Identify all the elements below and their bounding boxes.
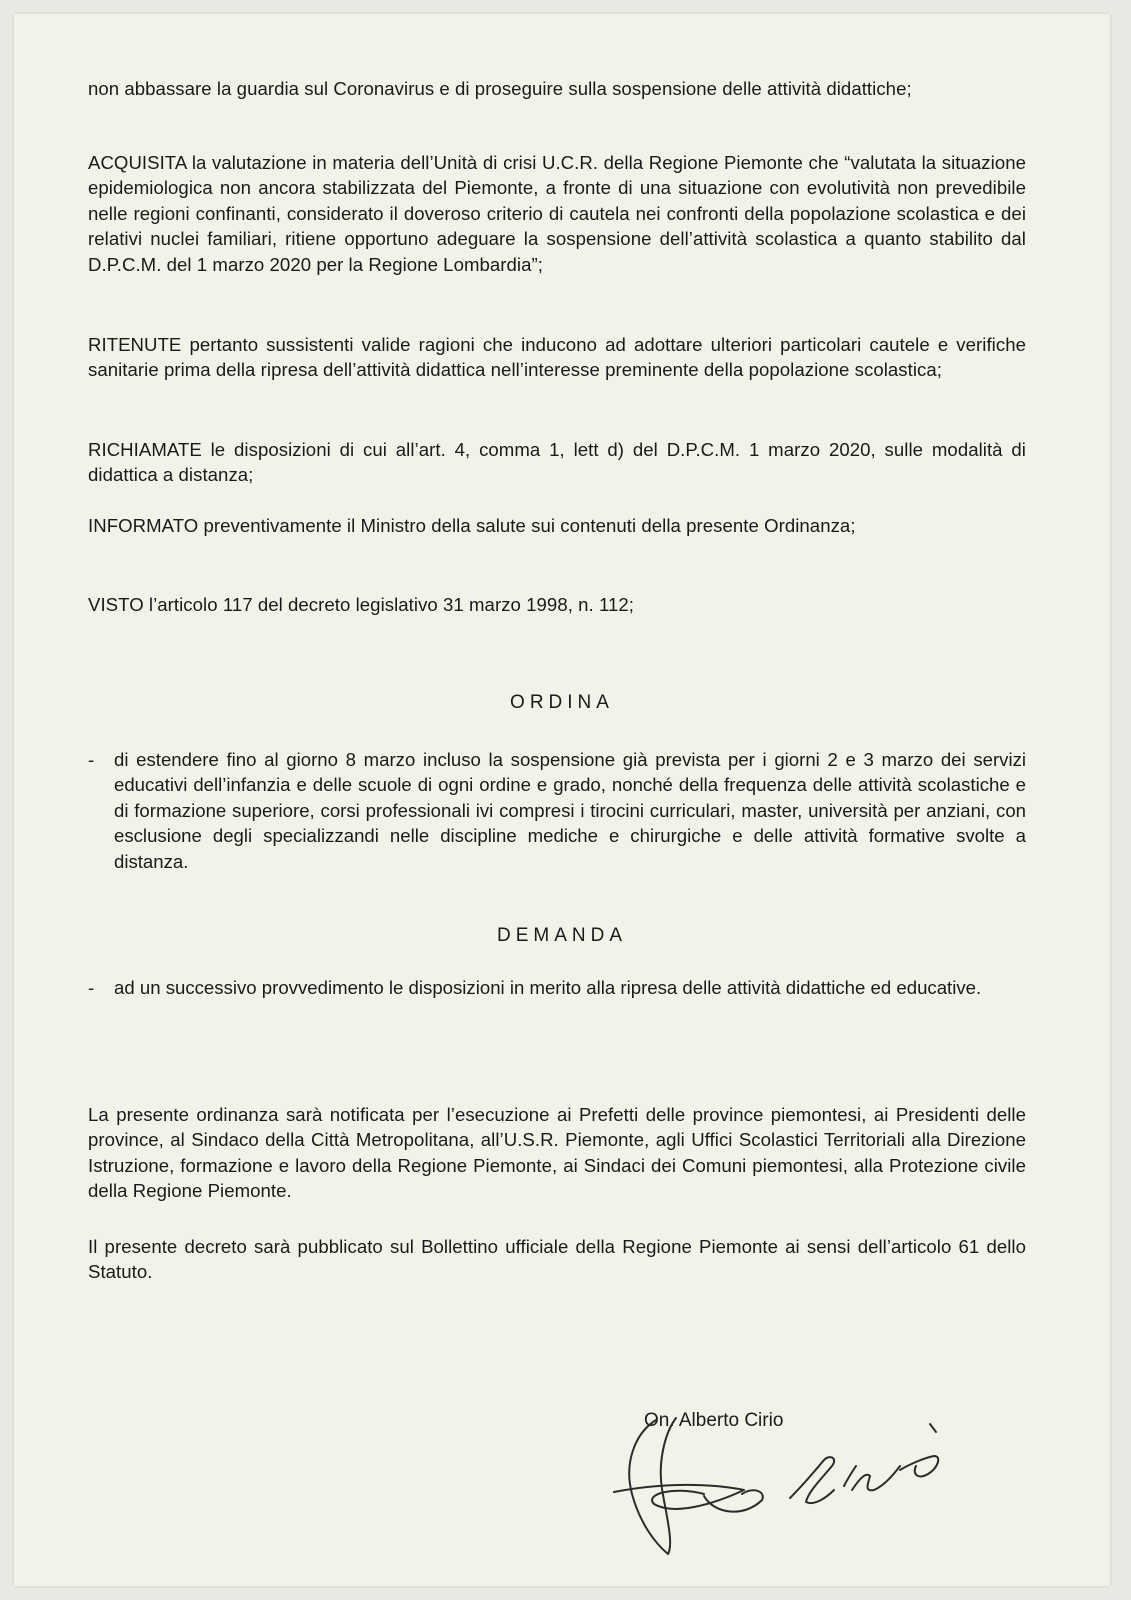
document-page [14, 14, 1110, 1586]
signature-stroke [844, 1466, 900, 1490]
ordina-item-text: di estendere fino al giorno 8 marzo incluso la sospensione già prevista per i giorni 2 e 3 marzo dei servizi educativi dell’infanzia e delle scuole di ogni ordine e grado, nonché della frequenza delle attività scolastiche e di formazione superiore, corsi professionali ivi compresi i tirocini curriculari, master, università per anziani, con esclusione degli specializzandi nelle discipline mediche e chirurgiche e delle attività formative svolte a distanza. [114, 749, 1026, 872]
paragraph-informato: INFORMATO preventivamente il Ministro della salute sui contenuti della presente Ordinanza; [88, 515, 856, 536]
paragraph-didattiche: non abbassare la guardia sul Coronavirus e di proseguire sulla sospensione delle attività didattiche; [88, 78, 912, 99]
signature-stroke [930, 1424, 936, 1432]
ordina-item [88, 747, 1026, 874]
signature-stroke [900, 1456, 938, 1476]
signatory-name: On. Alberto Cirio [644, 1410, 784, 1431]
handwritten-signature [594, 1394, 1014, 1574]
paragraph-visto: VISTO l’articolo 117 del decreto legislativo 31 marzo 1998, n. 112; [88, 594, 634, 615]
paragraph-pubblicazione: Il presente decreto sarà pubblicato sul Bollettino ufficiale della Regione Piemonte ai sensi dell’articolo 61 dello Statuto. [88, 1236, 1026, 1283]
signature-stroke [790, 1457, 834, 1503]
ordina-heading: ORDINA [510, 692, 614, 713]
bullet-dash: - [88, 749, 95, 770]
demanda-item [88, 975, 1026, 1000]
demanda-item-text: ad un successivo provvedimento le disposizioni in merito alla ripresa delle attività didattiche ed educative. [114, 977, 982, 998]
paragraph-ritenute: RITENUTE pertanto sussistenti valide ragioni che inducono ad adottare ulteriori particolari cautele e verifiche sanitarie prima della ripresa dell’attività didattica nell’interesse preminente della popolazione scolastica; [88, 334, 1026, 381]
paragraph-acquisita: ACQUISITA la valutazione in materia dell’Unità di crisi U.C.R. della Regione Piemonte che “valutata la situazione epidemiologica non ancora stabilizzata del Piemonte, a fronte di una situazione con evolutività non prevedibile nelle regioni confinanti, considerato il doveroso criterio di cautela nei confronti della popolazione scolastica e dei relativi nuclei familiari, ritiene opportuno adeguare la sospensione dell’attività scolastica a quanto stabilito dal D.P.C.M. del 1 marzo 2020 per la Regione Lombardia”; [88, 152, 1026, 275]
paragraph-notifica: La presente ordinanza sarà notificata per l’esecuzione ai Prefetti delle province piemontesi, ai Presidenti delle province, al Sindaco della Città Metropolitana, all’U.S.R. Piemonte, agli Uffici Scolastici Territoriali alla Direzione Istruzione, formazione e lavoro della Regione Piemonte, ai Sindaci dei Comuni piemontesi, alla Protezione civile della Regione Piemonte. [88, 1104, 1026, 1202]
bullet-dash: - [88, 977, 95, 998]
demanda-heading: DEMANDA [496, 925, 627, 946]
signature-stroke [704, 1490, 763, 1511]
paragraph-richiamate: RICHIAMATE le disposizioni di cui all’art. 4, comma 1, lett d) del D.P.C.M. 1 marzo 2020, sulle modalità di didattica a distanza; [88, 439, 1026, 486]
